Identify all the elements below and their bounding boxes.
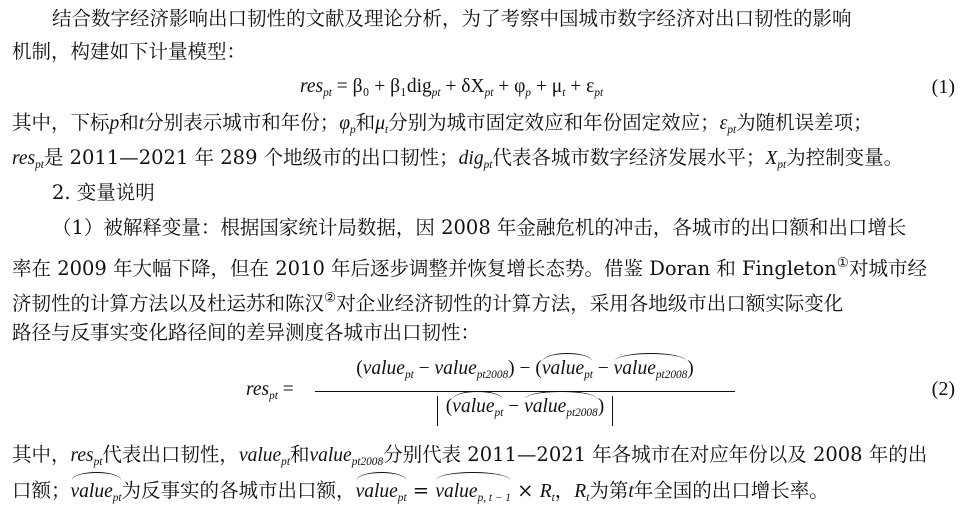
- para3-line2: 率在 2009 年大幅下降，但在 2010 年后逐步调整并恢复增长态势。借鉴 Doran 和 Fingleton①对城市经: [12, 255, 927, 281]
- fraction-bar: [315, 391, 735, 392]
- equation-2-numerator: (value$_{pt}$ − value$_{pt2008}$) − (value$_{pt}$ − value$_{pt2008}$): [356, 358, 694, 381]
- para4-line2: 口额；value$_{pt}$为反事实的各城市出口额，value$_{pt}$ = value$_{p, t - 1}$ × $R_t$，$R_t$为第t年全国的出口增长率。: [12, 476, 829, 507]
- para3-line4: 路径与反事实变化路径间的差异测度各城市出口韧性：: [12, 321, 481, 344]
- equation-1: $res_{pt} = \beta_0 + \beta_1dig_{pt} + \delta X_{pt} + \varphi_p + \mu_t + \varepsilon_{pt}$: [300, 76, 604, 99]
- footnote-2-marker: ②: [324, 290, 337, 306]
- equation-2-denominator: (value$_{pt}$ − value$_{pt2008}$): [315, 396, 735, 426]
- equation-2-lhs: res$_{pt}$ =: [246, 379, 294, 402]
- equation-1-number: (1): [931, 76, 955, 98]
- equation-2-number: (2): [931, 378, 955, 400]
- para1-line1: 结合数字经济影响出口韧性的文献及理论分析，为了考察中国城市数字经济对出口韧性的影响: [52, 7, 852, 30]
- para2-line1: 其中，下标p和t分别表示城市和年份；$\varphi_p$和$\mu_t$分别为城市固定效应和年份固定效应；$\varepsilon_{pt}$为随机误差项；: [12, 111, 873, 136]
- para3-line1: （1）被解释变量：根据国家统计局数据，因 2008 年金融危机的冲击，各城市的出口额和出口增长: [52, 216, 907, 239]
- footnote-1-marker: ①: [836, 255, 849, 271]
- para1-line2: 机制，构建如下计量模型：: [12, 40, 247, 63]
- para2-line2: res$_{pt}$是 2011—2021 年 289 个地级市的出口韧性；dig$_{pt}$代表各城市数字经济发展水平；$X_{pt}$为控制变量。: [12, 146, 904, 171]
- section-title: 2. 变量说明: [52, 181, 155, 204]
- para4-line1: 其中，res$_{pt}$代表出口韧性，value$_{pt}$和value$_{pt2008}$分别代表 2011—2021 年各城市在对应年份以及 2008 年的出: [12, 443, 928, 468]
- para3-line3: 济韧性的计算方法以及杜运苏和陈汉②对企业经济韧性的计算方法，采用各地级市出口额实际变化: [12, 290, 844, 316]
